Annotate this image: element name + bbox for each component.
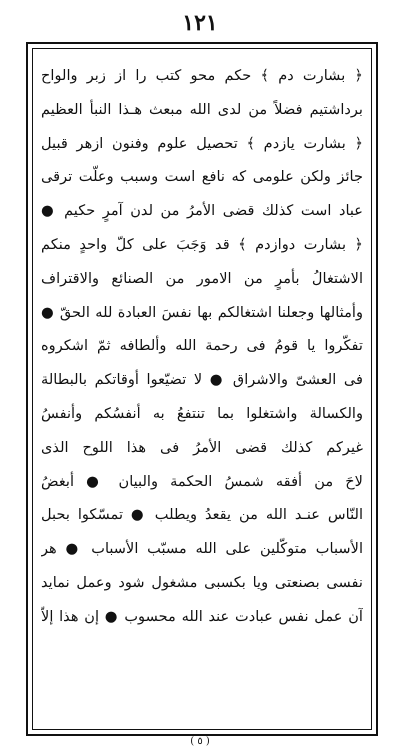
body-text bbox=[41, 59, 363, 634]
text-line: جائز ولكن علومى كه نافع است وسبب وعلّت ترقى bbox=[41, 168, 363, 186]
text-line: وأمثالها وجعلنا اشتغالكم بها نفسَ العبادة لله الحقّ ● bbox=[41, 303, 363, 321]
text-line: الأسباب متوكّلين على الله مسبّب الأسباب ● هر bbox=[41, 540, 363, 558]
text-line: ﴿ بشارت دوازدم ﴾ قد وَجَبَ على كلّ واحدٍ منكم bbox=[41, 235, 363, 253]
text-line: ﴿ بشارت دم ﴾ حكم محو كتب را از زبر والواح bbox=[41, 67, 363, 84]
text-line: غيركم كذلك قضى الأمرُ فى هذا اللوح الذى bbox=[41, 438, 363, 456]
text-line: تفكّروا يا قومُ فى رحمة الله وألطافه ثمّ اشكروه bbox=[41, 337, 363, 355]
text-line: والكسالة واشتغلوا بما تنتفعُ به أنفسُكم وأنفسُ bbox=[41, 404, 363, 422]
text-line: آن عمل نفس عبادت عند الله محسوب ● إن هذا إلاّ bbox=[41, 607, 363, 625]
text-line: برداشتيم فضلاً من لدى الله مبعث هـذا النبأ العظيم bbox=[41, 100, 363, 118]
text-line: عباد است كذلك قضى الأمرُ من لدن آمرٍ حكيم ● bbox=[41, 202, 363, 220]
text-line: فى العشىّ والاشراق ● لا تضيّعوا أوقاتكم بالبطالة bbox=[41, 371, 363, 389]
text-line: الاشتغالُ بأمرٍ من الامور من الصنائع والاقتراف bbox=[41, 269, 363, 287]
page-border-outer bbox=[26, 42, 378, 736]
text-line: نفسى بصنعتى ويا بكسبى مشغول شود وعمل نمايد bbox=[41, 573, 363, 591]
page-number: ١٢١ bbox=[182, 10, 218, 36]
text-line: لاحَ من أفقه شمسُ الحكمة والبيان ● أبغضُ bbox=[41, 472, 363, 490]
text-line: ﴿ بشارت يازدم ﴾ تحصيل علوم وفنون ازهر قبيل bbox=[41, 134, 363, 152]
page-border-inner bbox=[32, 48, 372, 730]
text-line: النّاس عنـد الله من يقعدُ ويطلب ● تمسّكوا بحبل bbox=[41, 506, 363, 524]
page-footer-mark: ( ٥ ) bbox=[190, 736, 210, 747]
